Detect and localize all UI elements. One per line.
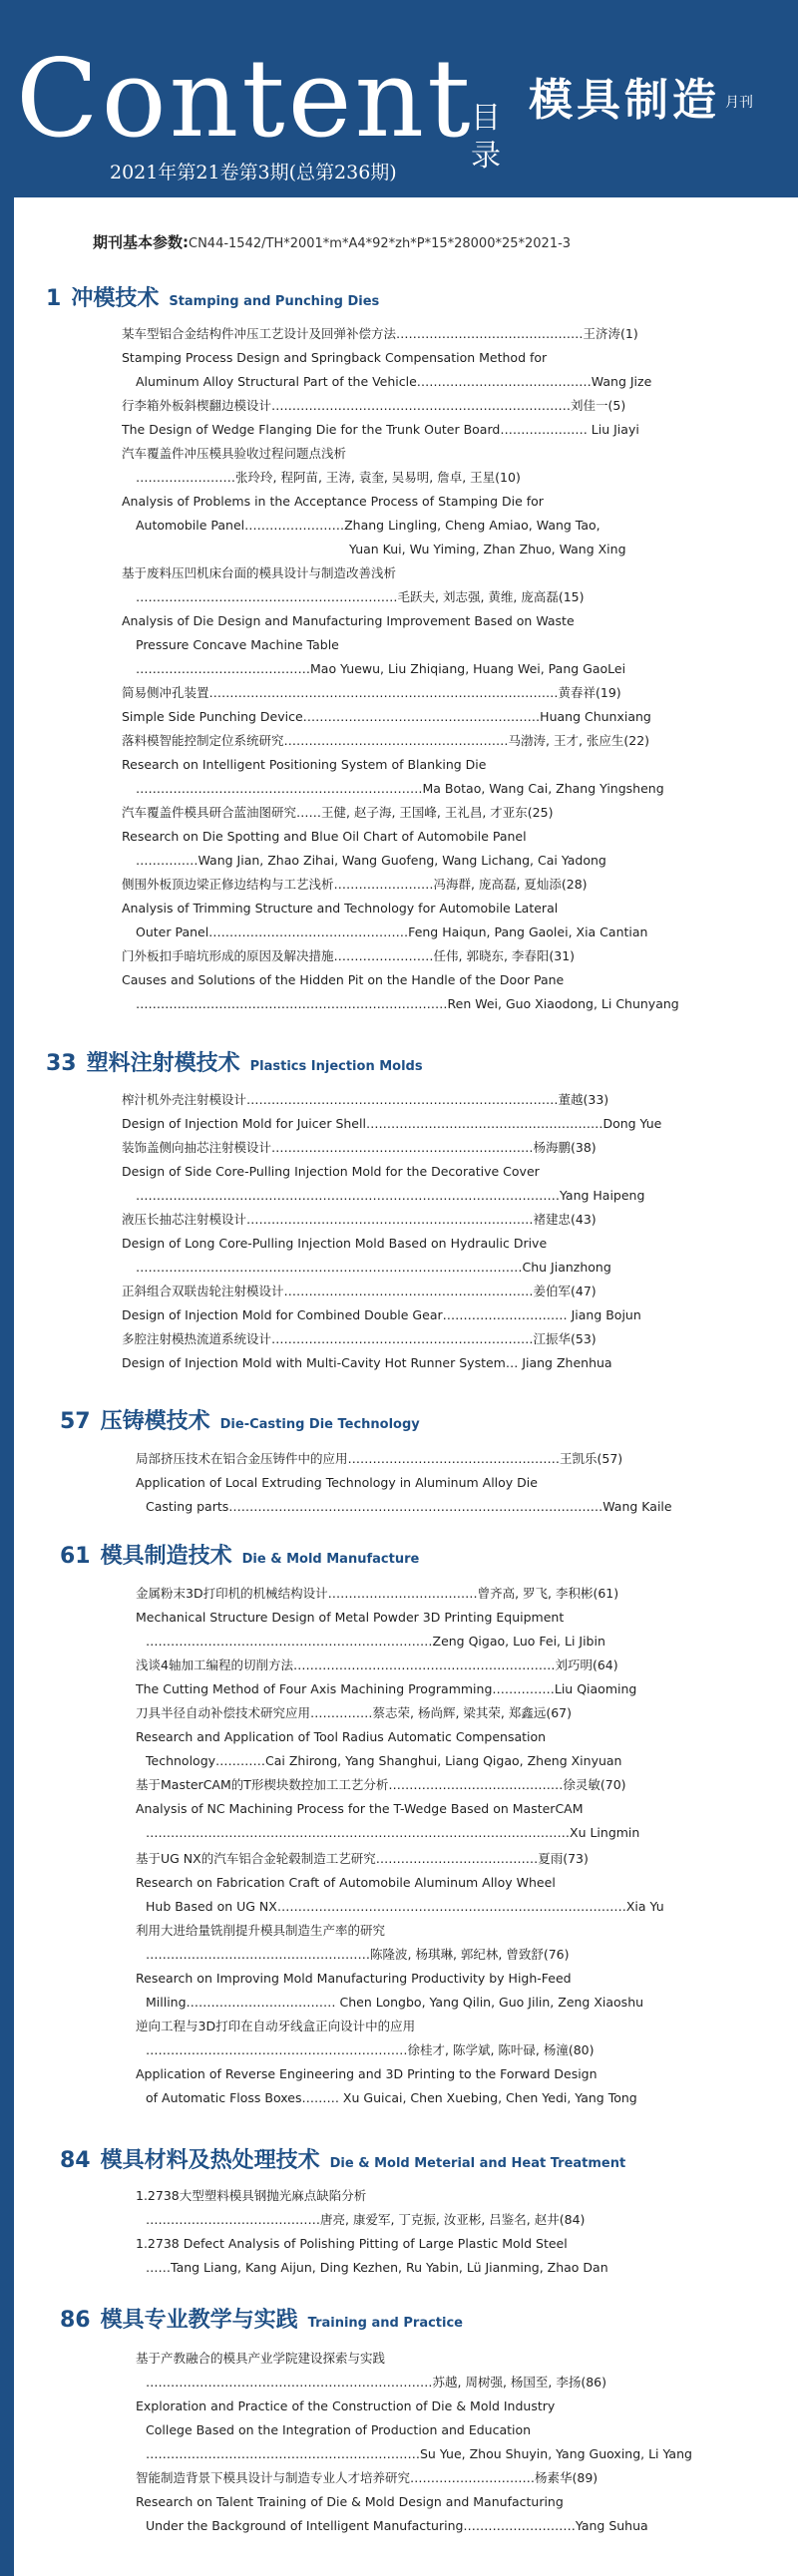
toc-entry: ………………………………………………………毛跃夫, 刘志强, 黄维, 庞高磊(15) (136, 589, 585, 604)
toc-entry: Analysis of Trimming Structure and Technology for Automobile Lateral (122, 901, 559, 916)
toc-entry: 基于废料压凹机床台面的模具设计与制造改善浅析 (122, 565, 397, 580)
toc-entry: ……………………………………Mao Yuewu, Liu Zhiqiang, Huang Wei, Pang GaoLei (136, 661, 626, 676)
toc-entry: Research on Improving Mold Manufacturing Productivity by High-Feed (136, 1971, 572, 1986)
toc-entry: 汽车覆盖件模具研合蓝油图研究……王健, 赵子海, 王国峰, 王礼昌, 才亚东(25) (122, 805, 554, 820)
section-heading (60, 2303, 463, 2334)
section-number: 86 (60, 2308, 91, 2333)
toc-entry: 某车型铝合金结构件冲压工艺设计及回弹补偿方法………………………………………王济涛(1) (122, 326, 638, 341)
section-title-en: Stamping and Punching Dies (169, 294, 380, 309)
toc-entry: Mechanical Structure Design of Metal Powder 3D Printing Equipment (136, 1610, 565, 1625)
toc-entry: 刀具半径自动补偿技术研究应用……………蔡志荣, 杨尚辉, 梁其荣, 郑鑫远(67) (136, 1705, 573, 1720)
section-title-zh: 冲模技术 (71, 286, 160, 311)
toc-entry: Outer Panel…………………………………………Feng Haiqun, Pang Gaolei, Xia Cantian (136, 924, 648, 939)
toc-entry: ……………………………………………………………苏越, 周树强, 杨国至, 李扬(86) (146, 2375, 606, 2390)
section-heading (46, 1046, 423, 1077)
toc-entry: ………………………………………………………徐桂才, 陈学斌, 陈叶碌, 杨潼(80) (146, 2042, 595, 2057)
toc-entry: 简易侧冲孔装置…………………………………………………………………………黄春祥(19) (122, 685, 621, 700)
toc-entry: Under the Background of Intelligent Manufacturing………………………Yang Suhua (146, 2518, 648, 2533)
toc-entry: Stamping Process Design and Springback Compensation Method for (122, 350, 548, 365)
section-heading (60, 1539, 419, 1570)
toc-entry: ……Tang Liang, Kang Aijun, Ding Kezhen, Ru Yabin, Lü Jianming, Zhao Dan (146, 2260, 608, 2275)
section-number: 33 (46, 1051, 77, 1076)
toc-entry: Research on Fabrication Craft of Automobile Aluminum Alloy Wheel (136, 1875, 556, 1890)
toc-entry: 1.2738 Defect Analysis of Polishing Pitting of Large Plastic Mold Steel (136, 2236, 568, 2251)
toc-entry: Simple Side Punching Device…………………………………………………Huang Chunxiang (122, 709, 651, 724)
toc-entry: 1.2738大型塑料模具钢抛光麻点缺陷分析 (136, 2188, 367, 2203)
toc-entry: Design of Long Core-Pulling Injection Mold Based on Hydraulic Drive (122, 1236, 548, 1251)
header-banner (0, 0, 798, 197)
toc-entry: Research on Talent Training of Die & Mold Design and Manufacturing (136, 2494, 564, 2509)
toc-entry: The Design of Wedge Flanging Die for the Trunk Outer Board………………… Liu Jiayi (122, 422, 639, 437)
toc-entry: ……………………张玲玲, 程阿苗, 王涛, 袁奎, 吴易明, 詹卓, 王星(10) (136, 470, 521, 485)
params-value: CN44-1542/TH*2001*m*A4*92*zh*P*15*28000*25*2021-3 (189, 236, 572, 251)
left-color-bar (0, 0, 14, 2576)
toc-entry: …………………………………………………………………………………………Xu Lingmin (146, 1825, 640, 1840)
toc-entry: ……………………………………………………………Ma Botao, Wang Cai, Zhang Yingsheng (136, 781, 664, 796)
toc-entry: 液压长抽芯注射模设计……………………………………………………………褚建忠(43) (122, 1212, 597, 1227)
section-title-en: Plastics Injection Molds (249, 1059, 423, 1074)
toc-entry: Research on Intelligent Positioning System of Blanking Die (122, 757, 487, 772)
section-title-en: Die & Mold Manufacture (241, 1552, 420, 1567)
toc-entry: 行李箱外板斜楔翻边模设计………………………………………………………………刘佳一(5) (122, 398, 626, 413)
toc-entry: Pressure Concave Machine Table (136, 637, 339, 652)
toc-entry: Analysis of Problems in the Acceptance Process of Stamping Die for (122, 494, 544, 509)
toc-entry: Research on Die Spotting and Blue Oil Chart of Automobile Panel (122, 829, 527, 844)
section-number: 84 (60, 2148, 91, 2173)
toc-entry: Automobile Panel……………………Zhang Lingling, Cheng Amiao, Wang Tao, (136, 518, 600, 533)
toc-entry: …………………………………………………………………………………Chu Jianzhong (136, 1260, 611, 1275)
toc-entry: 基于产教融合的模具产业学院建设探索与实践 (136, 2351, 386, 2366)
toc-entry: Analysis of Die Design and Manufacturing Improvement Based on Waste (122, 613, 575, 628)
section-number: 61 (60, 1544, 91, 1569)
section-title-en: Die & Mold Meterial and Heat Treatment (329, 2156, 626, 2171)
toc-entry: 门外板扣手暗坑形成的原因及解决措施……………………任伟, 郭晓东, 李春阳(31) (122, 948, 576, 963)
toc-entry: 逆向工程与3D打印在自动牙线盒正向设计中的应用 (136, 2019, 416, 2033)
toc-entry: ……………Wang Jian, Zhao Zihai, Wang Guofeng, Wang Lichang, Cai Yadong (136, 853, 606, 868)
toc-entry: 金属粉末3D打印机的机械结构设计………………………………曾齐高, 罗飞, 李积彬(61) (136, 1586, 619, 1601)
section-number: 57 (60, 1409, 91, 1434)
toc-entry: Causes and Solutions of the Hidden Pit on the Handle of the Door Pane (122, 972, 565, 987)
toc-entry: 装饰盖侧向抽芯注射模设计………………………………………………………杨海鹏(38) (122, 1140, 597, 1155)
toc-entry: 基于MasterCAM的T形楔块数控加工工艺分析……………………………………徐灵敏(70) (136, 1777, 626, 1792)
section-title-zh: 模具专业教学与实践 (100, 2308, 298, 2333)
journal-params (93, 231, 571, 252)
toc-entry: 汽车覆盖件冲压模具验收过程问题点浅析 (122, 446, 347, 461)
toc-entry: Design of Side Core-Pulling Injection Mold for the Decorative Cover (122, 1164, 540, 1179)
toc-entry: 落料模智能控制定位系统研究………………………………………………马渤涛, 王才, 张应生(22) (122, 733, 650, 748)
section-title-en: Die-Casting Die Technology (219, 1417, 420, 1432)
section-title-zh: 模具材料及热处理技术 (100, 2148, 320, 2173)
toc-entry: 榨汁机外壳注射模设计…………………………………………………………………董越(33) (122, 1092, 609, 1107)
toc-entry: Application of Local Extruding Technology in Aluminum Alloy Die (136, 1475, 538, 1490)
mulu-title: 目录 (471, 101, 501, 174)
toc-entry: Casting parts………………………………………………………………………………Wang Kaile (146, 1499, 672, 1514)
toc-entry: 侧围外板顶边梁正修边结构与工艺浅析……………………冯海群, 庞高磊, 夏灿添(28) (122, 877, 588, 892)
journal-brand-sub: 月刊 (725, 95, 753, 111)
toc-entry: Yuan Kui, Wu Yiming, Zhan Zhuo, Wang Xing (349, 542, 626, 556)
toc-entry: ………………………………………………陈隆波, 杨琪琳, 郭纪林, 曾致舒(76) (146, 1947, 570, 1962)
toc-entry: ……………………………………唐亮, 康爱军, 丁克振, 汝亚彬, 吕鉴名, 赵井(84) (146, 2212, 586, 2227)
toc-entry: …………………………………………………………Su Yue, Zhou Shuyin, Yang Guoxing, Li Yang (146, 2446, 692, 2461)
toc-entry: Application of Reverse Engineering and 3D Printing to the Forward Design (136, 2066, 598, 2081)
toc-entry: 浅谈4轴加工编程的切削方法………………………………………………………刘巧明(64) (136, 1657, 618, 1672)
content-title: Content (16, 37, 474, 162)
toc-entry: College Based on the Integration of Production and Education (146, 2422, 532, 2437)
section-title-zh: 塑料注射模技术 (86, 1051, 240, 1076)
toc-entry: 正斜组合双联齿轮注射模设计……………………………………………………姜伯军(47) (122, 1284, 597, 1298)
toc-entry: Milling……………………………… Chen Longbo, Yang Qilin, Guo Jilin, Zeng Xiaoshu (146, 1995, 644, 2010)
toc-entry: Design of Injection Mold with Multi-Cavity Hot Runner System… Jiang Zhenhua (122, 1355, 612, 1370)
toc-entry: 局部挤压技术在铝合金压铸件中的应用……………………………………………王凯乐(57) (136, 1451, 623, 1466)
toc-entry: …………………………………………………………………………………………Yang Haipeng (136, 1188, 645, 1203)
section-heading (60, 2143, 625, 2174)
section-heading (46, 281, 379, 312)
toc-entry: Research and Application of Tool Radius Automatic Compensation (136, 1729, 547, 1744)
toc-entry: Aluminum Alloy Structural Part of the Vehicle……………………………………Wang Jize (136, 374, 652, 389)
toc-entry: Exploration and Practice of the Construction of Die & Mold Industry (136, 2398, 556, 2413)
toc-entry: 多腔注射模热流道系统设计………………………………………………………江振华(53) (122, 1331, 597, 1346)
section-number: 1 (46, 286, 62, 311)
toc-entry: Design of Injection Mold for Combined Double Gear………………………… Jiang Bojun (122, 1307, 641, 1322)
toc-entry: …………………………………………………………………Ren Wei, Guo Xiaodong, Li Chunyang (136, 996, 679, 1011)
issue-info: 2021年第21卷第3期(总第236期) (110, 162, 397, 184)
section-title-en: Training and Practice (307, 2316, 463, 2331)
toc-entry: Design of Injection Mold for Juicer Shell…………………………………………………Dong Yue (122, 1116, 662, 1131)
toc-entry: ……………………………………………………………Zeng Qigao, Luo Fei, Li Jibin (146, 1634, 605, 1649)
section-title-zh: 压铸模技术 (100, 1409, 210, 1434)
toc-entry: Analysis of NC Machining Process for the T-Wedge Based on MasterCAM (136, 1801, 584, 1816)
toc-entry: of Automatic Floss Boxes……… Xu Guicai, Chen Xuebing, Chen Yedi, Yang Tong (146, 2090, 637, 2105)
journal-brand-logo: 模具制造 (529, 75, 720, 126)
toc-entry: The Cutting Method of Four Axis Machining Programming……………Liu Qiaoming (136, 1681, 637, 1696)
toc-entry: Technology…………Cai Zhirong, Yang Shanghui, Liang Qigao, Zheng Xinyuan (146, 1753, 622, 1768)
toc-entry: 基于UG NX的汽车铝合金轮毂制造工艺研究…………………………………夏雨(73) (136, 1851, 589, 1866)
section-title-zh: 模具制造技术 (100, 1544, 232, 1569)
params-label: 期刊基本参数: (93, 233, 189, 251)
toc-entry: 利用大进给量铣削提升模具制造生产率的研究 (136, 1923, 386, 1938)
toc-entry: Hub Based on UG NX…………………………………………………………………………Xia Yu (146, 1899, 664, 1914)
section-heading (60, 1404, 420, 1435)
toc-entry: 智能制造背景下模具设计与制造专业人才培养研究…………………………杨素华(89) (136, 2470, 598, 2485)
